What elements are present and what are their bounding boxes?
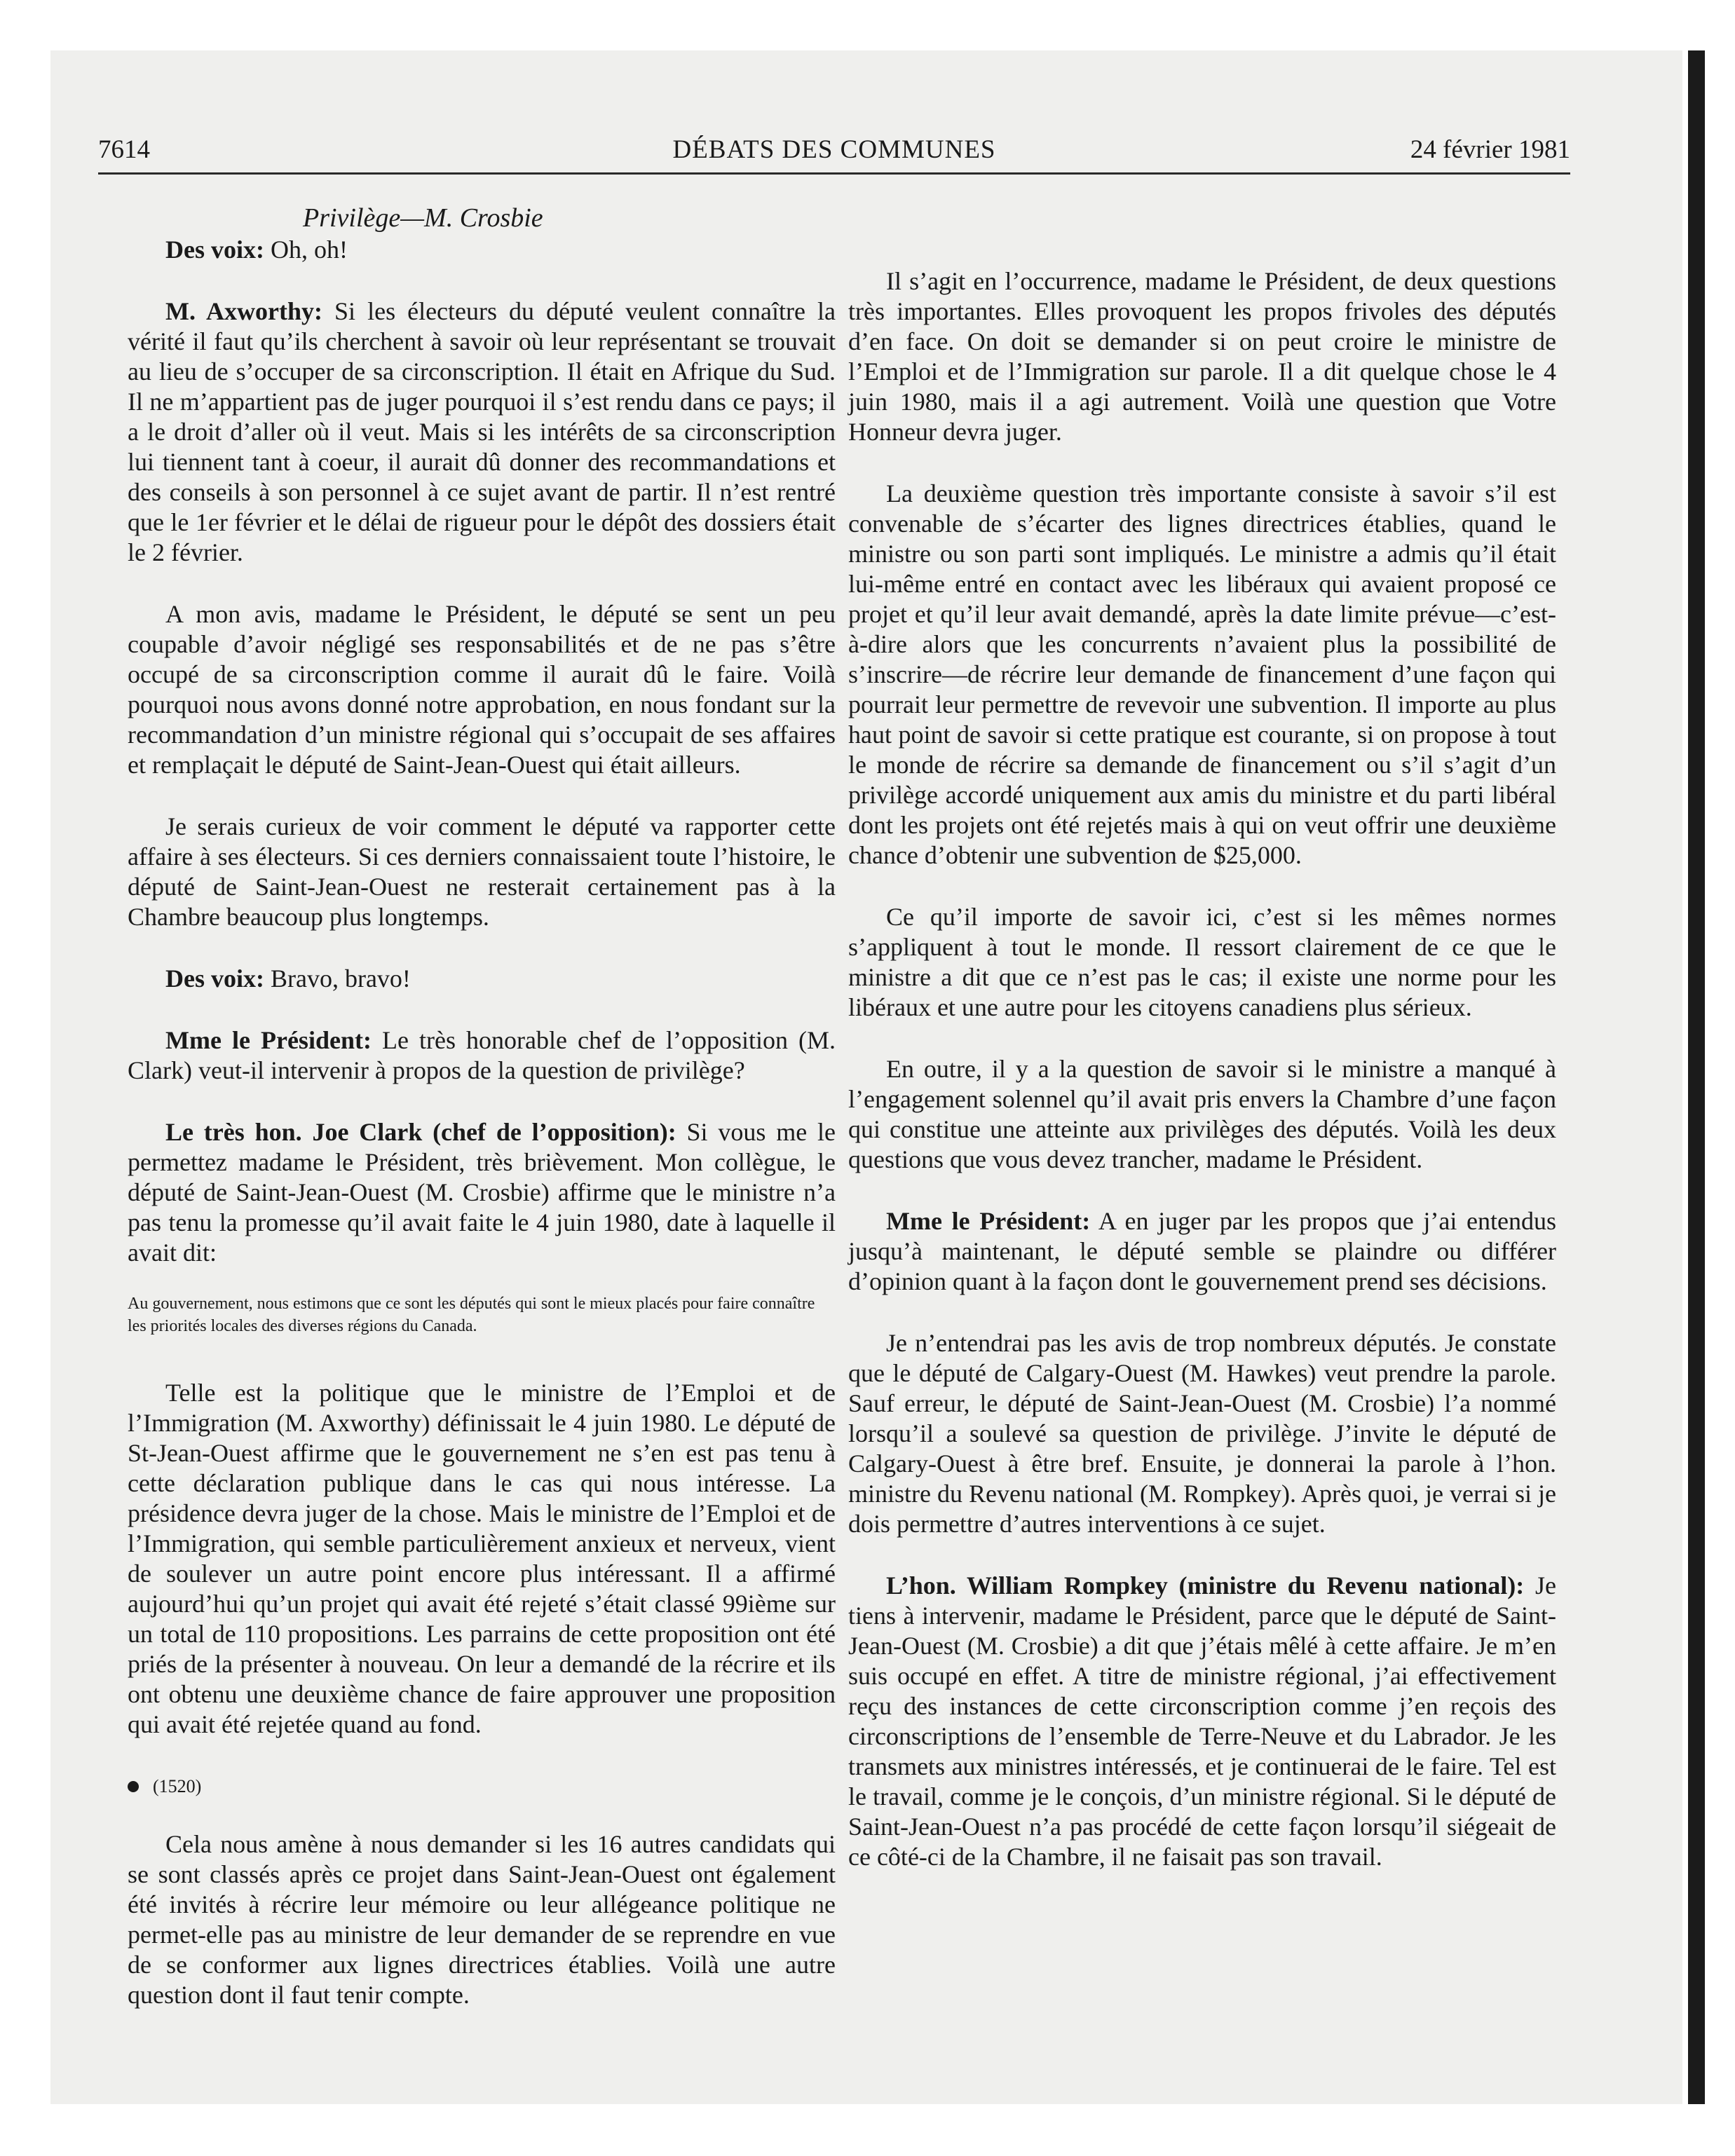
speaker: L’hon. William Rompkey (ministre du Revenu national): [886, 1571, 1525, 1599]
time-marker [128, 1771, 836, 1801]
paragraph: A mon avis, madame le Président, le député se sent un peu coupable d’avoir négligé ses responsabilités et de ne pas s’être occupé de sa circonscription comme il aurait dû le faire. Voilà pourquoi nous avons donné notre approbation, en nous fondant sur la recommandation d’un ministre régional qui s’occupait de ses affaires et remplaçait le député de Saint-Jean-Ouest qui était ailleurs. [128, 600, 836, 779]
paragraph: Je serais curieux de voir comment le député va rapporter cette affaire à ses électeurs. Si ces derniers connaissaient toute l’histoire, le député de Saint-Jean-Ouest ne resterait certainement pas à la Chambre beaucoup plus longtemps. [128, 812, 836, 931]
page-number: 7614 [98, 135, 150, 164]
paragraph: M. Axworthy: Si les électeurs du député veulent connaître la vérité il faut qu’ils cherchent à savoir où leur représentant se trouvait au lieu de s’occuper de sa circonscription. Il était en Afrique du Sud. Il ne m’appartient pas de juger pourquoi il s’est rendu dans ce pays; il a le droit d’aller où il veut. Mais si les intérêts de sa circonscription lui tiennent tant à coeur, il aurait dû donner des recommandations et des conseils à son personnel à ce sujet avant de partir. Il n’est rentré que le 1er février et le délai de rigueur pour le dépôt des dossiers était le 2 février. [128, 297, 836, 566]
speaker: Des voix: [165, 964, 264, 992]
paragraph: Je n’entendrai pas les avis de trop nombreux députés. Je constate que le député de Calgary-Ouest (M. Hawkes) veut prendre la parole. Sauf erreur, le député de Saint-Jean-Ouest (M. Crosbie) l’a nommé lorsqu’il a soulevé sa question de privilège. J’invite le député de Calgary-Ouest à être bref. Ensuite, je donnerai la parole à l’hon. ministre du Revenu national (M. Rompkey). Après quoi, je verrai si je dois permettre d’autres interventions à ce sujet. [848, 1329, 1556, 1538]
scan-edge-bar [1688, 50, 1705, 2104]
page-header [98, 132, 1570, 175]
quotation: Au gouvernement, nous estimons que ce sont les députés qui sont le mieux placés pour faire connaître les priorités locales des diverses régions du Canada. [128, 1295, 815, 1335]
paragraph: Des voix: Bravo, bravo! [165, 964, 411, 992]
publication-title: DÉBATS DES COMMUNES [672, 135, 996, 164]
speaker: M. Axworthy: [165, 297, 322, 325]
page-date: 24 février 1981 [1410, 135, 1570, 164]
paragraph: L’hon. William Rompkey (ministre du Revenu national): Je tiens à intervenir, madame le Président, parce que le député de Saint-Jean-Ouest (M. Crosbie) a dit que j’étais mêlé à cette affaire. Je m’en suis occupé en effet. A titre de ministre régional, j’ai effectivement reçu des instances de cette circonscription comme j’en reçois des circonscriptions de l’ensemble de Terre-Neuve et du Labrador. Je les transmets aux ministres intéressés, et je continuerai de le faire. Tel est le travail, comme je le conçois, d’un ministre régional. Si le député de Saint-Jean-Ouest n’a pas procédé de cette façon lorsqu’il siégeait de ce côté-ci de la Chambre, il ne faisait pas son travail. [848, 1571, 1556, 1871]
paragraph: Le très hon. Joe Clark (chef de l’opposition): Si vous me le permettez madame le Président, très brièvement. Mon collègue, le député de Saint-Jean-Ouest (M. Crosbie) affirme que le ministre n’a pas tenu la promesse qu’il avait faite le 4 juin 1980, date à laquelle il avait dit: [128, 1118, 836, 1267]
paragraph: Il s’agit en l’occurrence, madame le Président, de deux questions très importantes. Elles provoquent les propos frivoles des députés d’en face. On doit se demander si on peut croire le ministre de l’Emploi et de l’Immigration sur parole. Il a dit quelque chose le 4 juin 1980, mais il a agi autrement. Voilà une question que Votre Honneur devra juger. [848, 267, 1556, 446]
paragraph: Mme le Président: Le très honorable chef de l’opposition (M. Clark) veut-il intervenir à propos de la question de privilège? [128, 1026, 836, 1084]
speaker: Mme le Président: [886, 1207, 1091, 1235]
paragraph: En outre, il y a la question de savoir si le ministre a manqué à l’engagement solennel qu’il avait pris envers la Chambre d’une façon qui constitue une atteinte aux privilèges des députés. Voilà les deux questions que vous devez trancher, madame le Président. [848, 1055, 1556, 1173]
paragraph: Ce qu’il importe de savoir ici, c’est si les mêmes normes s’appliquent à tout le monde. Il ressort clairement de ce que le ministre a dit que ce n’est pas le cas; il existe une norme pour les libéraux et une autre pour les citoyens canadiens plus sérieux. [848, 903, 1556, 1021]
running-head: Privilège—M. Crosbie [303, 203, 543, 233]
right-column [848, 266, 1556, 1904]
bullet-icon [128, 1781, 139, 1792]
paragraph: Mme le Président: A en juger par les propos que j’ai entendus jusqu’à maintenant, le député semble se plaindre ou différer d’opinion quant à la façon dont le gouvernement prend ses décisions. [848, 1207, 1556, 1295]
speaker: Des voix: [165, 236, 264, 264]
speaker: Mme le Président: [165, 1026, 372, 1054]
paragraph: Cela nous amène à nous demander si les 16 autres candidats qui se sont classés après ce projet dans Saint-Jean-Ouest ont également été invités à récrire leur mémoire ou leur allégeance politique ne permet-elle pas au ministre de leur demander de se reprendre en vue de se conformer aux lignes directrices établies. Voilà une autre question dont il faut tenir compte. [128, 1830, 836, 2009]
paragraph: Des voix: Oh, oh! [165, 236, 348, 264]
speaker: Le très hon. Joe Clark (chef de l’opposition): [165, 1118, 676, 1146]
paragraph: La deuxième question très importante consiste à savoir s’il est convenable de s’écarter des lignes directrices établies, quand le ministre ou son parti sont impliqués. Le ministre a admis qu’il était lui-même entré en contact avec les libéraux qui avaient proposé ce projet et qu’il leur avait demandé, après la date limite prévue—c’est-à-dire alors que les concurrents n’avaient plus la possibilité de s’inscrire—de récrire leur demande de financement d’une façon qui pourrait leur permettre de revevoir une subvention. Il importe au plus haut point de savoir si cette pratique est courante, si on propose à tout le monde de récrire sa demande de financement ou s’il s’agit d’un privilège accordé uniquement aux amis du ministre et du parti libéral dont les projets ont été rejetés mais à qui on veut offrir une deuxième chance d’obtenir une subvention de $25,000. [848, 479, 1556, 869]
paragraph: Telle est la politique que le ministre de l’Emploi et de l’Immigration (M. Axworthy) définissait le 4 juin 1980. Le député de St-Jean-Ouest affirme que le gouvernement ne s’en est pas tenu à cette déclaration publique dans le cas qui nous intéresse. La présidence devra juger de la chose. Mais le ministre de l’Emploi et de l’Immigration, qui semble particulièrement anxieux et nerveux, vient de soulever un autre point encore plus intéressant. Il a affirmé aujourd’hui qu’un projet qui avait été rejeté s’était classé 99ième sur un total de 110 propositions. Les parrains de cette proposition ont été priés de la présenter à nouveau. On leur a demandé de la récrire et ils ont obtenu une deuxième chance de faire approuver une proposition qui avait été rejetée quand au fond. [128, 1379, 836, 1738]
left-column [128, 235, 836, 2042]
time-marker-text: (1520) [153, 1776, 202, 1796]
